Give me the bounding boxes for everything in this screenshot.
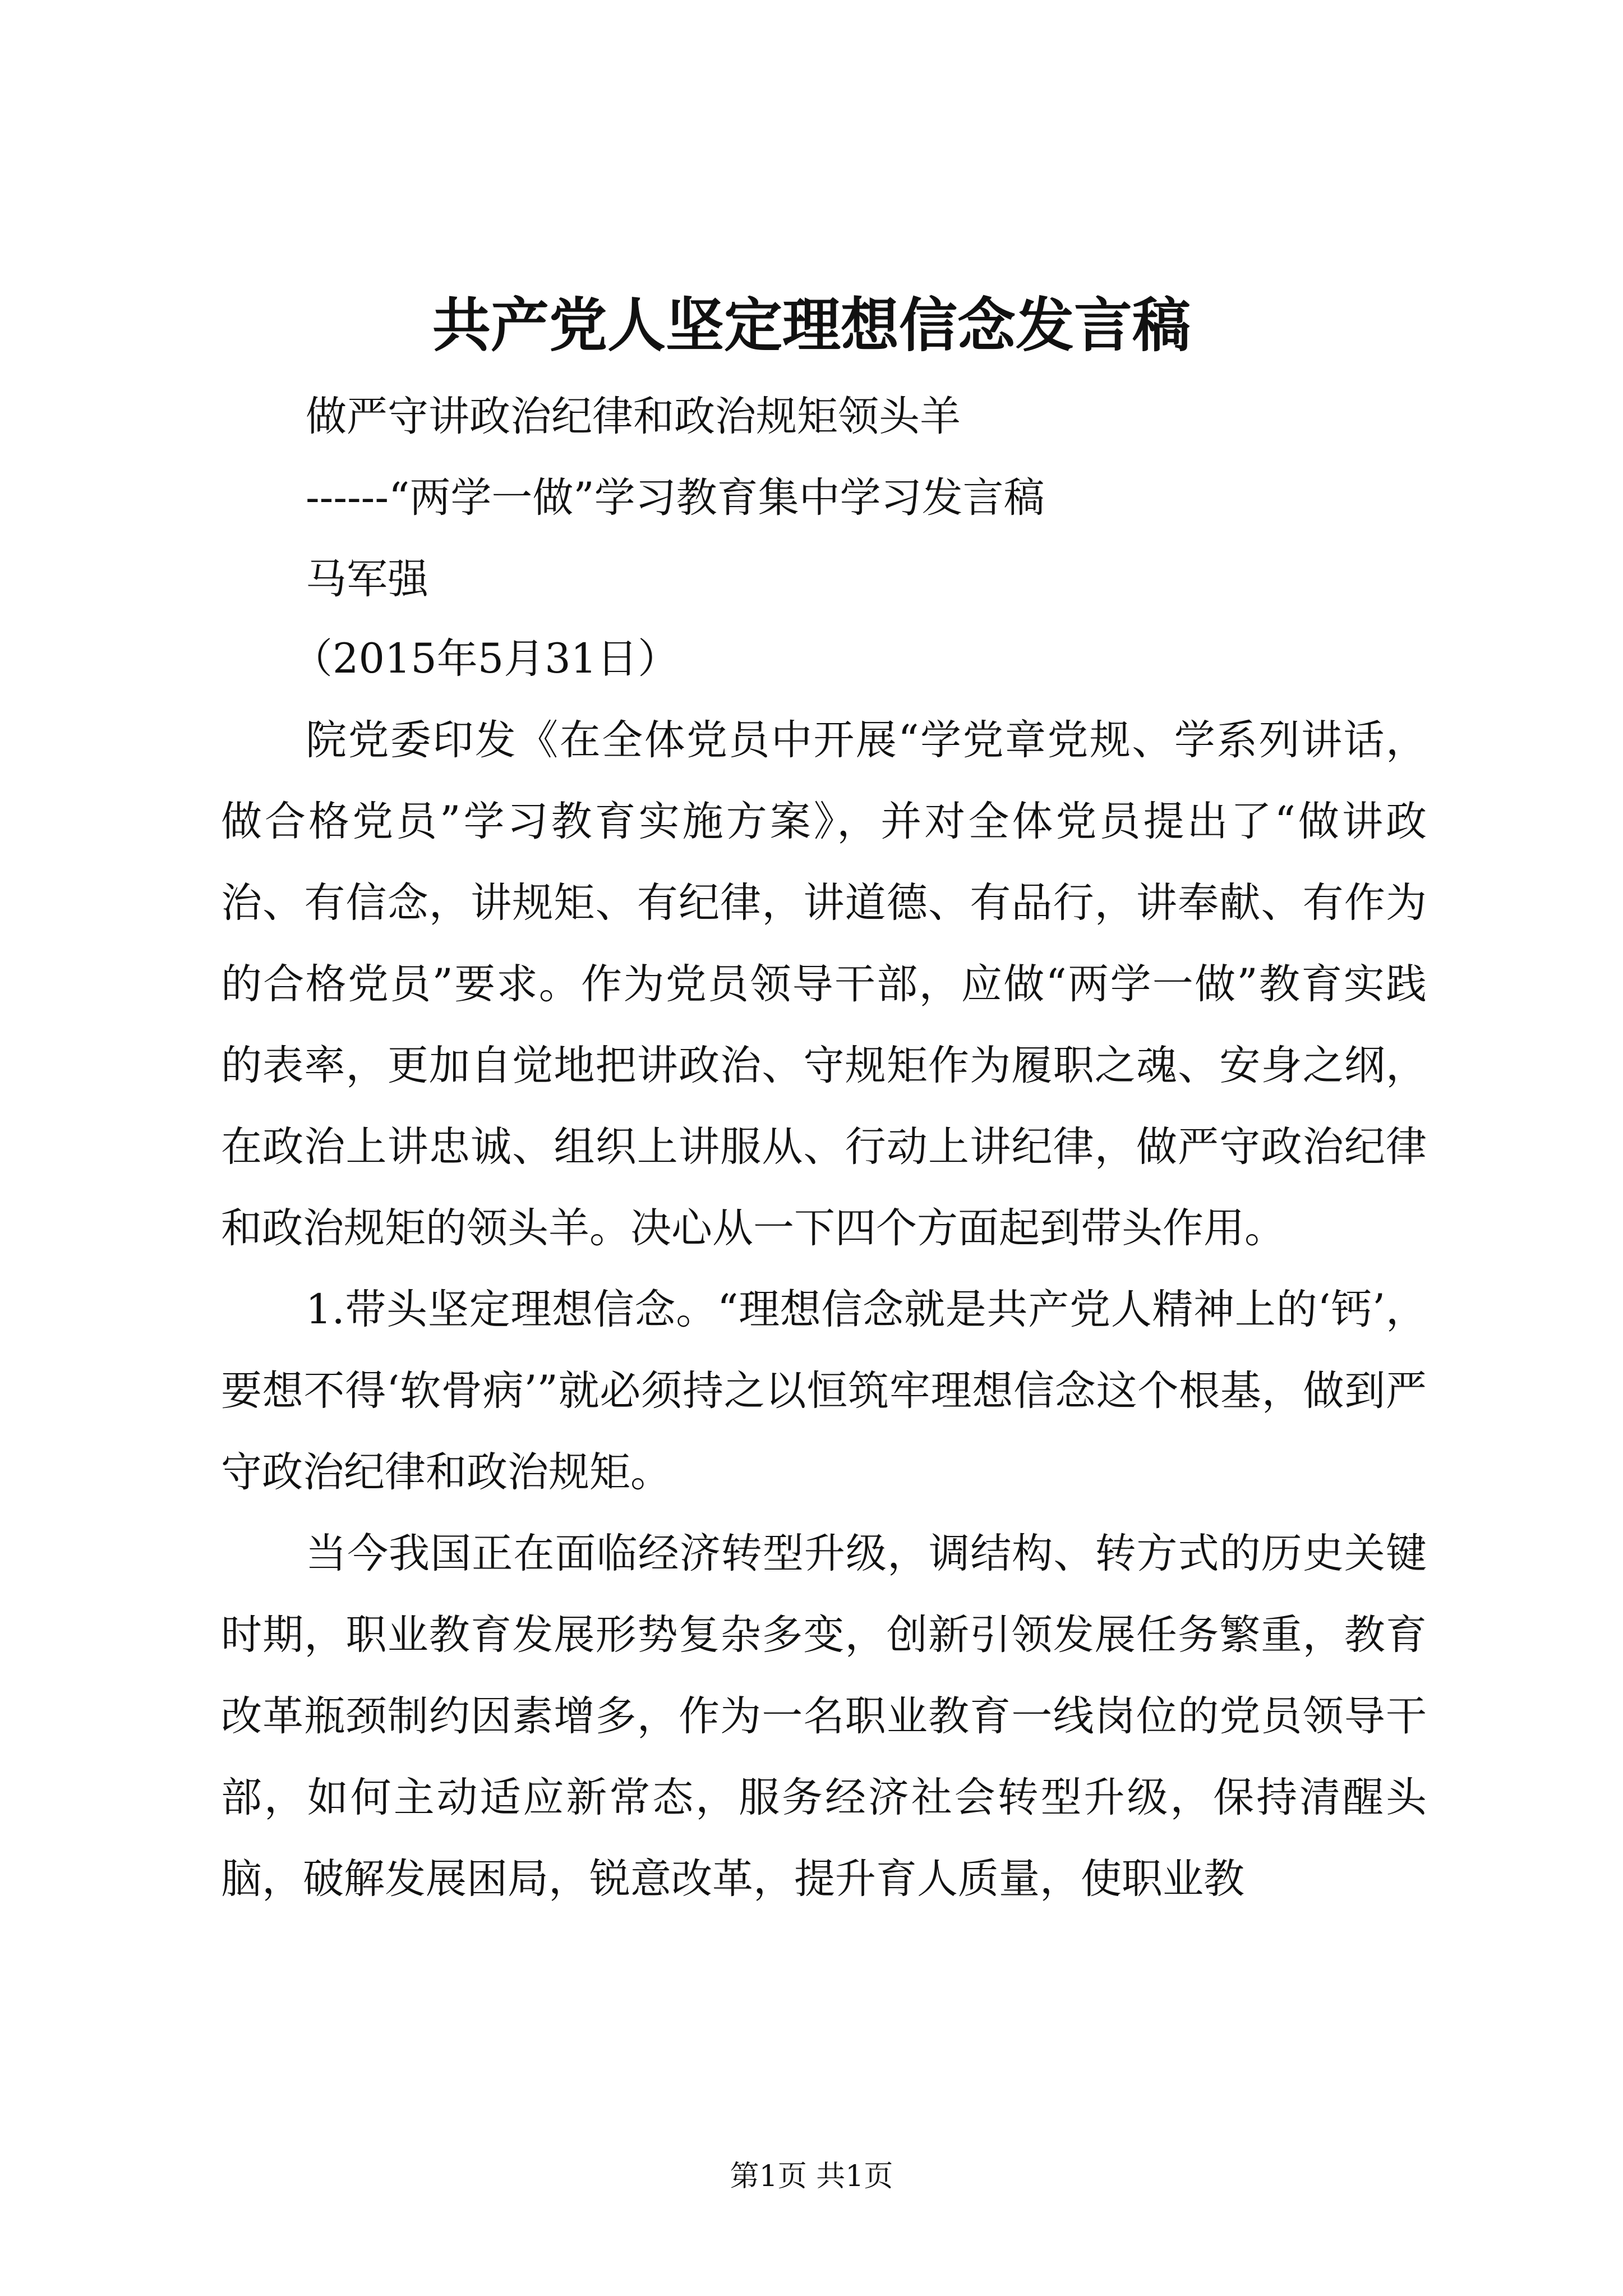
paragraph-intro: 院党委印发《在全体党员中开展“学党章党规、学系列讲话，做合格党员”学习教育实施方案》，并对全体党员提出了“做讲政治、有信念，讲规矩、有纪律，讲道德、有品行，讲奉献、有作为的合格党员”要求。作为党员领导干部，应做“两学一做”教育实践的表率，更加自觉地把讲政治、守规矩作为履职之魂、安身之纲，在政治上讲忠诚、组织上讲服从、行动上讲纪律，做严守政治纪律和政治规矩的领头羊。决心从一下四个方面起到带头作用。 xyxy=(221,716,1427,1252)
paragraph-context: 当今我国正在面临经济转型升级，调结构、转方式的历史关键时期，职业教育发展形势复杂多变，创新引领发展任务繁重，教育改革瓶颈制约因素增多，作为一名职业教育一线岗位的党员领导干部，如何主动适应新常态，服务经济社会转型升级，保持清醒头脑，破解发展困局，锐意改革，提升育人质量，使职业教 xyxy=(221,1530,1427,1903)
document-date: （2015年5月31日） xyxy=(292,635,679,683)
series-line: ------“两学一做”学习教育集中学习发言稿 xyxy=(306,474,1045,522)
body-paragraphs xyxy=(221,700,1427,1920)
author-name: 马军强 xyxy=(306,555,428,603)
document-title: 共产党人坚定理想信念发言稿 xyxy=(432,291,1191,360)
page-number: 第1页 共1页 xyxy=(730,2160,893,2193)
document-subtitle: 做严守讲政治纪律和政治规矩领头羊 xyxy=(306,393,961,440)
paragraph-point-1: 1.带头坚定理想信念。“理想信念就是共产党人精神上的‘钙’，要想不得‘软骨病’”就必须持之以恒筑牢理想信念这个根基，做到严守政治纪律和政治规矩。 xyxy=(221,1286,1427,1496)
